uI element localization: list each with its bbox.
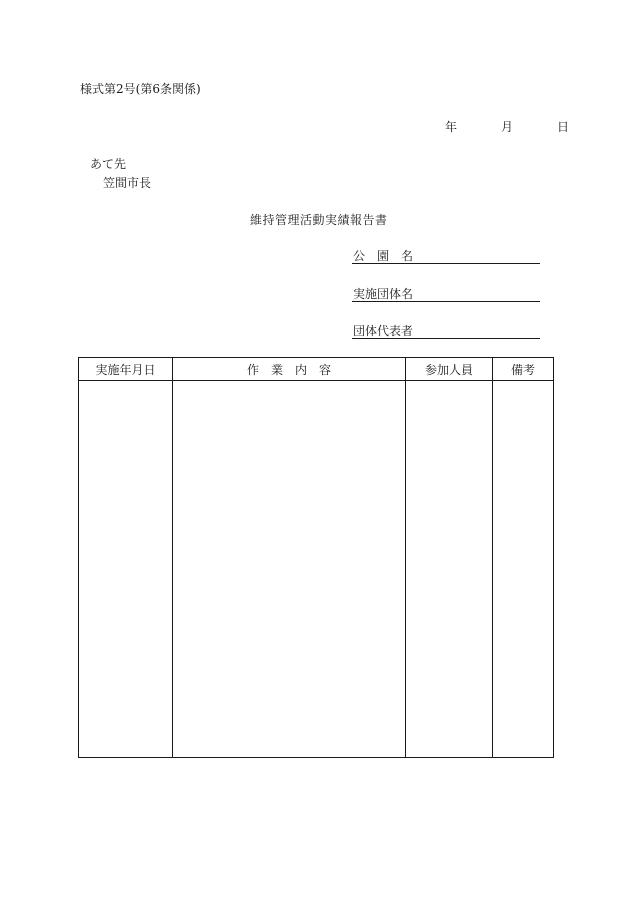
form-number: 様式第2号(第6条関係) [80,82,201,96]
cell-date[interactable] [79,381,173,758]
date-line [445,118,569,135]
column-header-date: 実施年月日 [79,358,173,381]
activity-report-table [78,357,554,758]
cell-participants[interactable] [406,381,493,758]
cell-work-content[interactable] [173,381,406,758]
table-row [79,381,554,758]
column-header-remarks: 備考 [493,358,554,381]
document-title: 維持管理活動実績報告書 [250,213,388,227]
organization-name-field[interactable] [352,285,540,302]
date-year: 年 [445,120,458,134]
park-name-label: 公 園 名 [353,249,414,263]
representative-label: 団体代表者 [353,324,414,338]
table-header-row [79,358,554,381]
column-header-participants: 参加人員 [406,358,493,381]
cell-remarks[interactable] [493,381,554,758]
column-header-work-content: 作 業 内 容 [173,358,406,381]
representative-field[interactable] [352,322,540,339]
addressee-label: あて先 [90,157,127,171]
date-month: 月 [501,120,514,134]
organization-name-label: 実施団体名 [353,287,414,301]
date-day: 日 [557,120,570,134]
addressee-name: 笠間市長 [103,176,152,190]
park-name-field[interactable] [352,247,540,264]
